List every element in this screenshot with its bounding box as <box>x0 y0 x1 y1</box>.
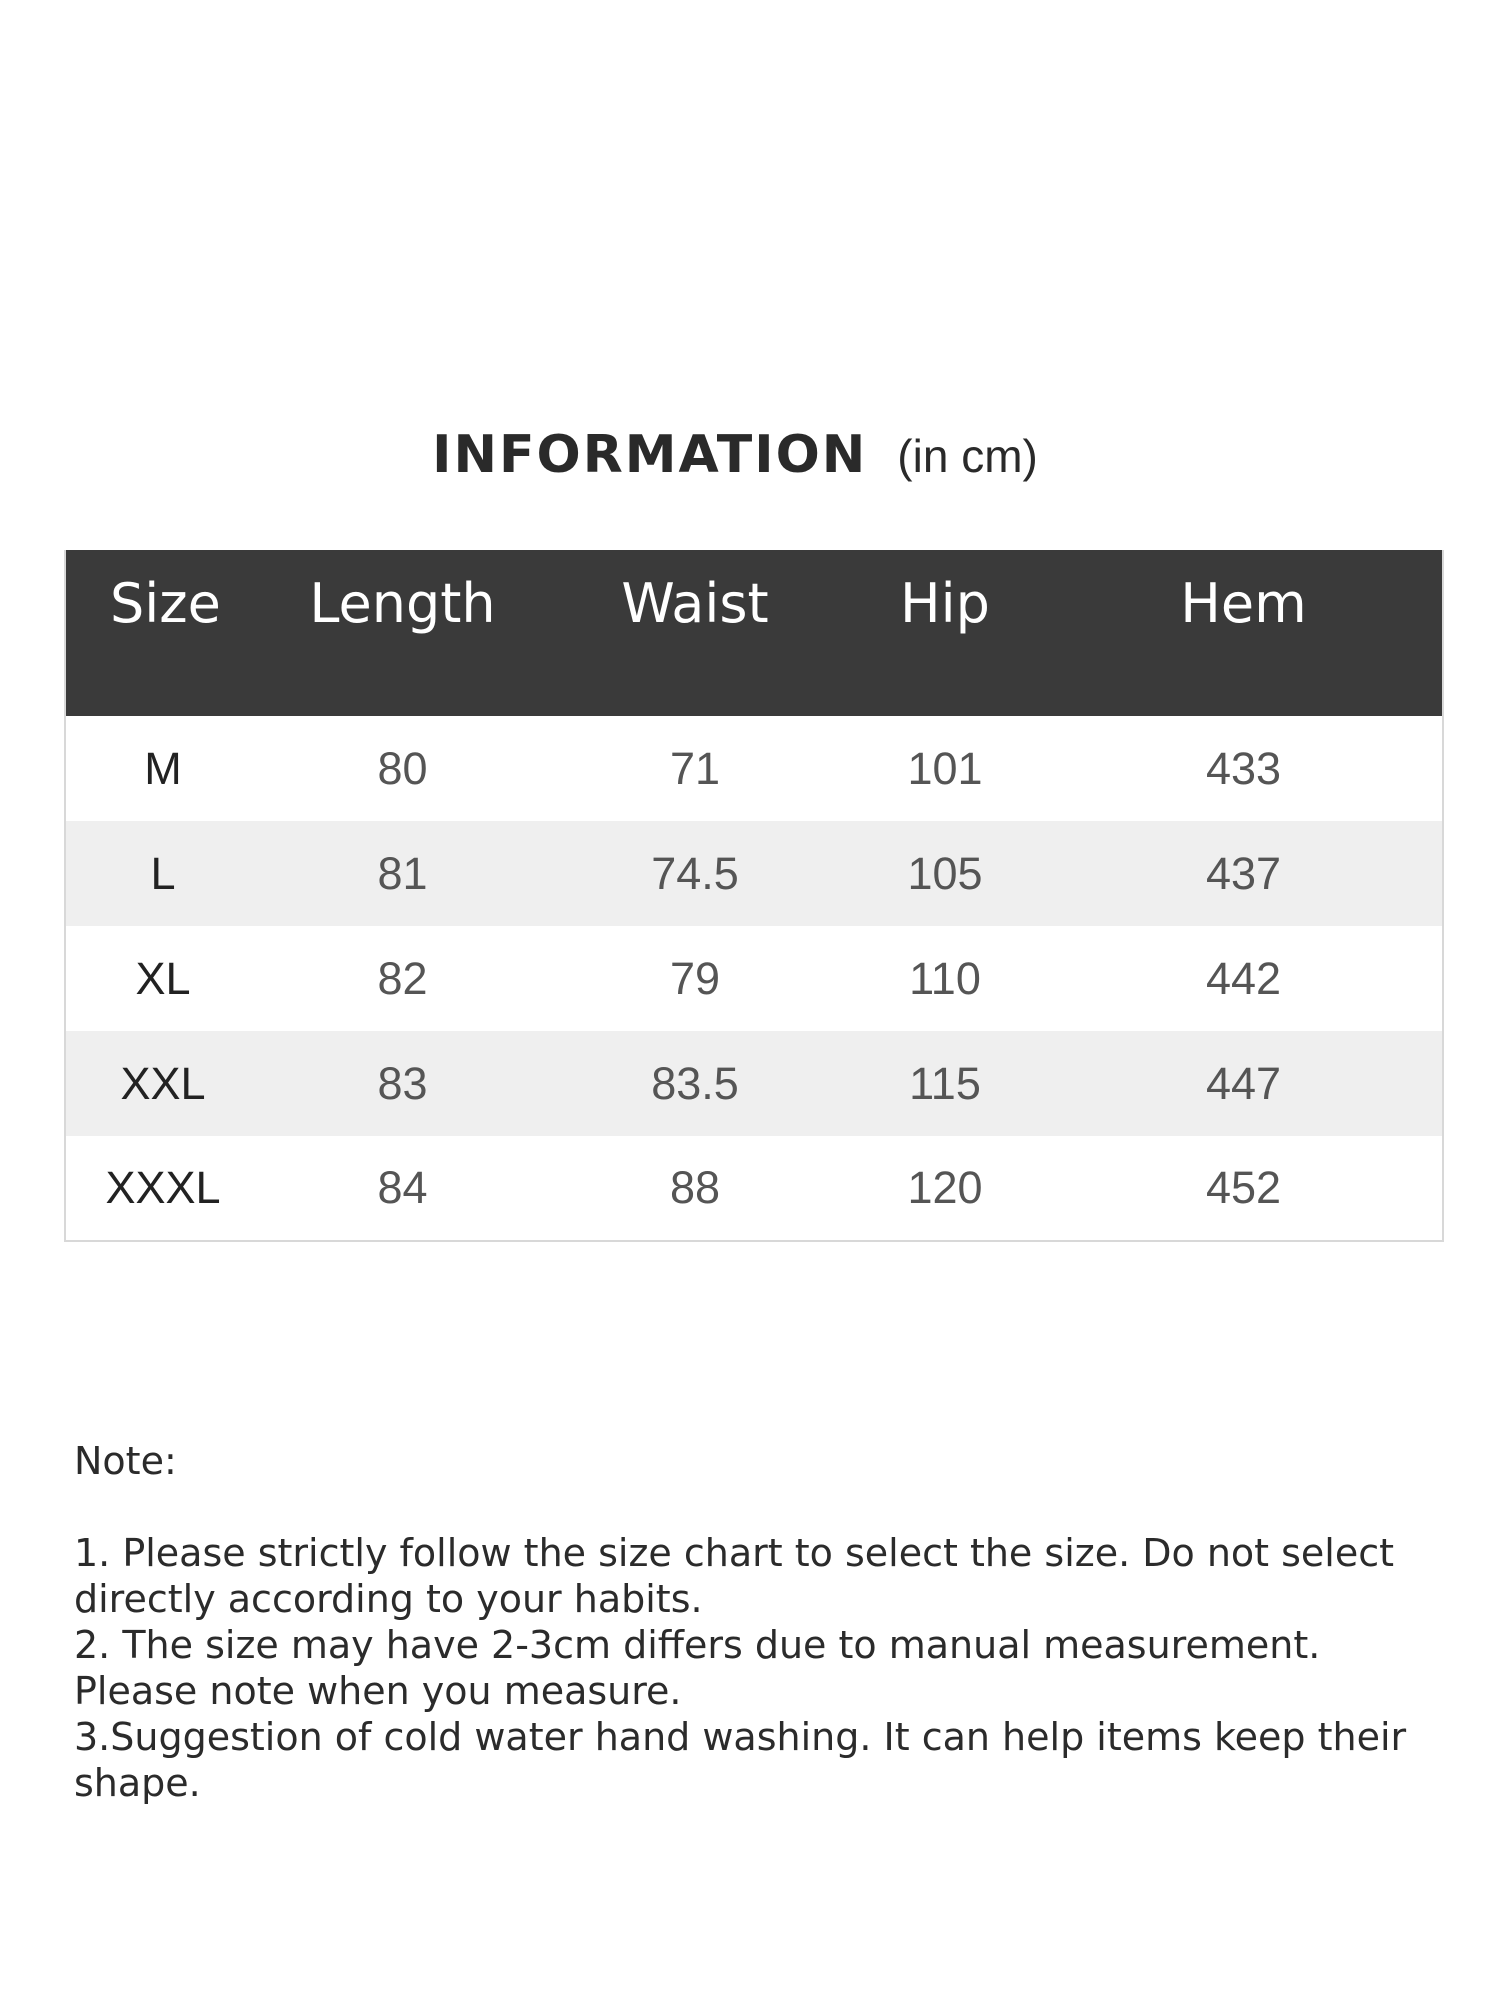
size-chart-table <box>64 550 1444 1242</box>
size-cell: XXXL <box>105 1162 221 1213</box>
column-header-hem: Hem <box>1180 572 1307 635</box>
note-item-3: 3.Suggestion of cold water hand washing. It can help items keep their shape. <box>74 1715 1407 1805</box>
hem-cell: 447 <box>1205 1057 1282 1109</box>
length-cell: 81 <box>377 847 428 899</box>
table-row <box>65 716 1443 821</box>
unit-label: (in cm) <box>897 430 1038 482</box>
note-item-2: 2. The size may have 2-3cm differs due to manual measurement. Please note when you measure. <box>74 1623 1321 1713</box>
size-cell: M <box>144 742 182 794</box>
column-header-hip: Hip <box>900 572 990 635</box>
hip-cell: 115 <box>909 1057 981 1109</box>
hem-cell: 452 <box>1205 1162 1282 1213</box>
table-row <box>65 926 1443 1031</box>
column-header-size: Size <box>110 572 221 635</box>
table-header-row <box>65 550 1443 716</box>
table-row <box>65 1136 1443 1241</box>
waist-cell: 79 <box>669 952 721 1004</box>
notes-section <box>74 1438 1454 1806</box>
size-cell: L <box>150 847 176 899</box>
column-header-waist: Waist <box>621 572 769 635</box>
column-header-length: Length <box>309 572 496 635</box>
hip-cell: 101 <box>907 742 983 794</box>
hip-cell: 120 <box>907 1162 983 1213</box>
length-cell: 80 <box>377 742 428 794</box>
notes-heading: Note: <box>74 1439 177 1483</box>
length-cell: 82 <box>377 952 428 1004</box>
hem-cell: 437 <box>1205 847 1282 899</box>
title-text: INFORMATION <box>432 425 868 485</box>
length-cell: 83 <box>377 1057 428 1109</box>
table-row <box>65 821 1443 926</box>
hem-cell: 442 <box>1205 952 1282 1004</box>
page-title <box>0 425 1500 495</box>
waist-cell: 88 <box>669 1162 721 1213</box>
waist-cell: 74.5 <box>651 847 739 899</box>
hip-cell: 105 <box>907 847 983 899</box>
table-row <box>65 1031 1443 1136</box>
size-cell: XL <box>135 952 191 1004</box>
waist-cell: 71 <box>669 742 721 794</box>
waist-cell: 83.5 <box>651 1057 739 1109</box>
note-item-1: 1. Please strictly follow the size chart to select the size. Do not select directly according to your habits. <box>74 1531 1395 1621</box>
hip-cell: 110 <box>909 952 981 1004</box>
size-cell: XXL <box>120 1057 206 1109</box>
hem-cell: 433 <box>1205 742 1282 794</box>
length-cell: 84 <box>377 1162 428 1213</box>
